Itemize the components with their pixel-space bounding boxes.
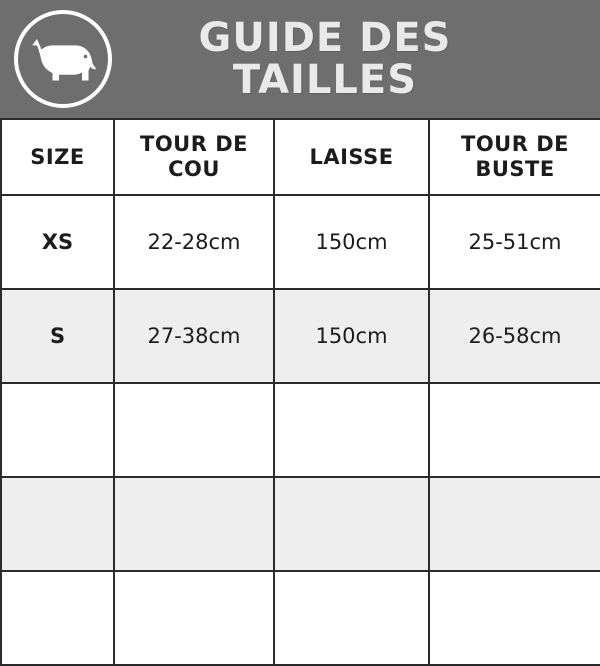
table-header-row — [1, 119, 600, 195]
cell-laisse: 150cm — [274, 195, 429, 289]
table-row — [1, 571, 600, 665]
cat-logo-badge — [14, 10, 112, 108]
table-row — [1, 383, 600, 477]
cell-tour-de-buste: 25-51cm — [429, 195, 600, 289]
cell-tour-de-cou: 22-28cm — [114, 195, 274, 289]
cell-size: S — [1, 289, 114, 383]
cell-size — [1, 383, 114, 477]
table-body — [1, 195, 600, 665]
cell-laisse — [274, 477, 429, 571]
column-header-size: SIZE — [1, 119, 114, 195]
cell-size — [1, 477, 114, 571]
cell-tour-de-cou — [114, 383, 274, 477]
cat-icon — [29, 33, 97, 85]
column-header-tour-de-cou: TOUR DE COU — [114, 119, 274, 195]
cell-tour-de-buste — [429, 383, 600, 477]
table-row — [1, 195, 600, 289]
cell-tour-de-cou — [114, 477, 274, 571]
cell-tour-de-buste — [429, 477, 600, 571]
table-row — [1, 289, 600, 383]
page-header — [0, 0, 600, 118]
cell-tour-de-cou — [114, 571, 274, 665]
cell-laisse — [274, 383, 429, 477]
cell-size: XS — [1, 195, 114, 289]
page-title-line-2: TAILLES — [232, 57, 418, 103]
cell-size — [1, 571, 114, 665]
size-table-wrapper — [0, 118, 600, 666]
cell-laisse — [274, 571, 429, 665]
cell-tour-de-buste: 26-58cm — [429, 289, 600, 383]
table-row — [1, 477, 600, 571]
cell-laisse: 150cm — [274, 289, 429, 383]
cell-tour-de-cou: 27-38cm — [114, 289, 274, 383]
table-header — [1, 119, 600, 195]
page-title-line-1: GUIDE DES — [198, 15, 452, 61]
cell-tour-de-buste — [429, 571, 600, 665]
column-header-laisse: LAISSE — [274, 119, 429, 195]
size-table — [0, 118, 600, 666]
column-header-tour-de-buste: TOUR DE BUSTE — [429, 119, 600, 195]
